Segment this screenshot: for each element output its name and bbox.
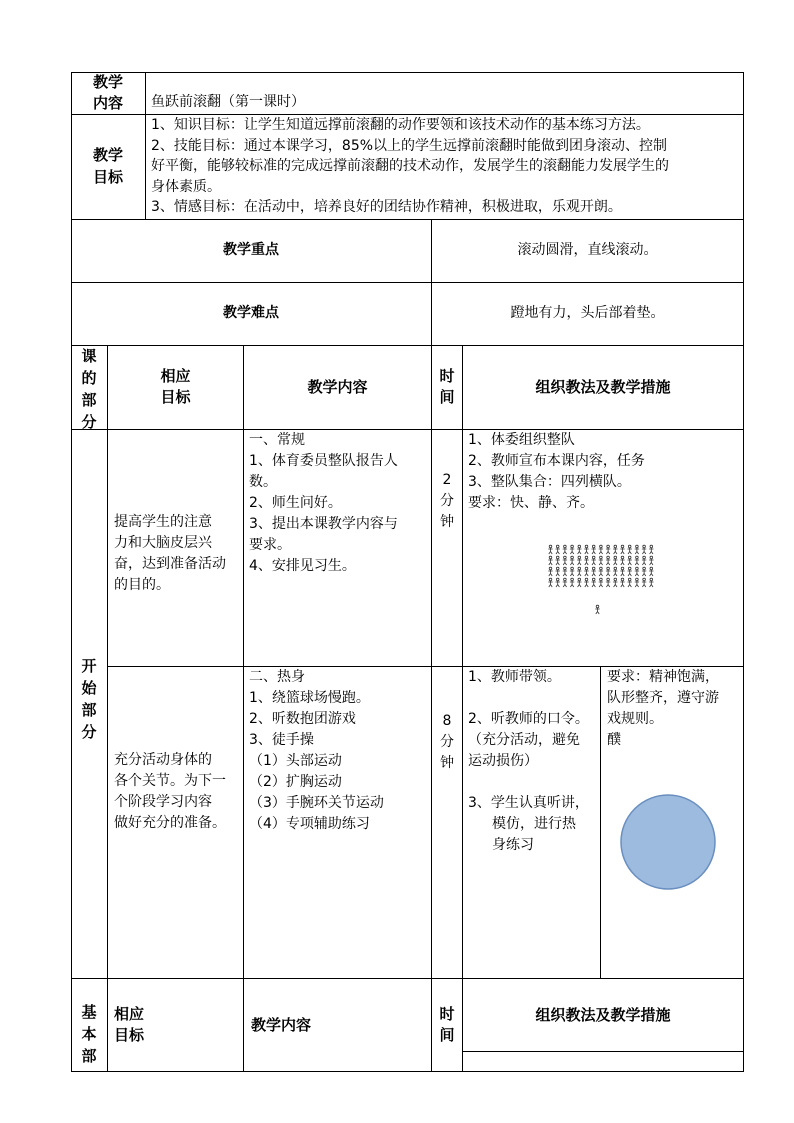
student-figure-icon xyxy=(584,545,588,554)
student-figure-icon xyxy=(548,545,653,587)
student-figure-icon xyxy=(613,578,617,587)
student-figure-icon xyxy=(563,567,567,576)
table-border-right xyxy=(743,72,744,1072)
student-figure-icon xyxy=(592,578,596,587)
table-rule xyxy=(145,72,146,219)
student-figure-icon xyxy=(649,556,653,565)
block1-method: 1、体委组织整队 2、教师宣布本课内容，任务 3、整队集合：四列横队。 要求：快、静、齐。 xyxy=(468,432,645,511)
student-figure-icon xyxy=(635,567,639,576)
block1-content: 一、常规 1、体育委员整队报告人 数。 2、师生问好。 3、提出本课教学内容与 要求。 4、安排见习生。 xyxy=(249,432,398,574)
content-row-label: 教学 内容 xyxy=(92,73,123,112)
student-figure-icon xyxy=(649,578,653,587)
student-figure-icon xyxy=(628,556,632,565)
block2-method-a: 1、教师带领。 xyxy=(468,669,561,685)
student-figure-icon xyxy=(606,545,610,554)
key-point-label: 教学重点 xyxy=(223,242,279,258)
formation-diagram xyxy=(546,543,658,621)
start-part-label: 开 始 部 分 xyxy=(81,657,97,741)
basic-content-header: 教学内容 xyxy=(251,1016,312,1034)
difficulty-label: 教学难点 xyxy=(223,305,279,321)
table-rule xyxy=(107,345,108,1072)
table-border-bottom xyxy=(71,1071,744,1072)
student-figure-icon xyxy=(592,545,596,554)
goals-row-label: 教学 目标 xyxy=(92,146,123,186)
lesson-title: 鱼跃前滚翻（第一课时） xyxy=(151,94,305,110)
student-figure-icon xyxy=(649,545,653,554)
table-rule xyxy=(431,219,432,1072)
block1-time: 2 分 钟 xyxy=(440,472,454,530)
table-border-top xyxy=(71,72,744,73)
student-figure-icon xyxy=(570,567,574,576)
table-rule xyxy=(71,978,744,979)
student-figure-icon xyxy=(613,567,617,576)
student-figure-icon xyxy=(606,567,610,576)
time-header: 时 间 xyxy=(439,367,455,406)
goals-text: 1、知识目标：让学生知道远撑前滚翻的动作要领和该技术动作的基本练习方法。 2、技能目标：通过本课学习，85%以上的学生远撑前滚翻时能做到团身滚动、控制 好平衡，能够较标准的完成远撑前滚翻的技术动作，发展学生的滚翻能力发展学生的 身体素质。 3、情感目标：在活动中，培养良好的团结协作精神，积极进取，乐观开朗。 xyxy=(151,117,669,216)
block2-method-c: 3、学生认真听讲， 模仿，进行热 身练习 xyxy=(468,795,589,853)
student-figure-icon xyxy=(556,578,560,587)
student-figure-icon xyxy=(577,545,581,554)
student-figure-icon xyxy=(613,545,617,554)
student-figure-icon xyxy=(577,578,581,587)
student-figure-icon xyxy=(548,567,552,576)
student-figure-icon xyxy=(563,545,567,554)
student-figure-icon xyxy=(556,556,560,565)
student-figure-icon xyxy=(556,545,560,554)
student-figure-icon xyxy=(635,556,639,565)
student-figure-icon xyxy=(599,578,603,587)
student-figure-icon xyxy=(628,545,632,554)
student-figure-icon xyxy=(613,556,617,565)
student-figure-icon xyxy=(642,578,646,587)
student-figure-icon xyxy=(606,556,610,565)
block2-method-b: 2、听教师的口令。 （充分活动，避免 运动损伤） xyxy=(468,711,589,769)
student-figure-icon xyxy=(548,545,552,554)
content-header: 教学内容 xyxy=(307,378,368,396)
basic-target-header: 相应 目标 xyxy=(114,1005,145,1044)
student-figure-icon xyxy=(642,556,646,565)
student-figure-icon xyxy=(570,578,574,587)
student-figure-icon xyxy=(577,567,581,576)
block2-target: 充分活动身体的 各个关节。为下一 个阶段学习内容 做好充分的准备。 xyxy=(114,752,226,831)
table-rule xyxy=(462,1051,744,1052)
student-figure-icon xyxy=(599,567,603,576)
student-figure-icon xyxy=(563,556,567,565)
blue-circle-shape xyxy=(618,794,718,894)
student-figure-icon xyxy=(628,578,632,587)
student-figure-icon xyxy=(635,578,639,587)
student-figure-icon xyxy=(599,556,603,565)
student-figure-icon xyxy=(577,556,581,565)
table-border-left xyxy=(71,72,72,1072)
student-figure-icon xyxy=(620,578,624,587)
student-figure-icon xyxy=(570,545,574,554)
table-rule xyxy=(243,345,244,1072)
student-figure-icon xyxy=(592,567,596,576)
table-rule xyxy=(462,345,463,1072)
student-figure-icon xyxy=(642,567,646,576)
method-header: 组织教法及教学措施 xyxy=(535,378,671,396)
basic-time-header: 时 间 xyxy=(439,1005,455,1044)
student-figure-icon xyxy=(628,567,632,576)
student-figure-icon xyxy=(592,556,596,565)
student-figure-icon xyxy=(620,567,624,576)
block2-requirements: 要求：精神饱满， 队形整齐，遵守游 戏规则。 醭 xyxy=(607,669,719,748)
table-rule xyxy=(71,219,744,220)
teacher-figure-icon xyxy=(595,605,599,614)
block2-content: 二、热身 1、绕篮球场慢跑。 2、听数抱团游戏 3、徒手操 （1）头部运动 （2）扩胸运动 （3）手腕环关节运动 （4）专项辅助练习 xyxy=(249,669,384,832)
key-point-value: 滚动圆滑，直线滚动。 xyxy=(517,242,658,258)
block1-target: 提高学生的注意 力和大脑皮层兴 奋，达到准备活动 的目的。 xyxy=(114,514,226,593)
basic-method-header: 组织教法及教学措施 xyxy=(535,1006,671,1024)
student-figure-icon xyxy=(649,567,653,576)
student-figure-icon xyxy=(548,556,552,565)
section-header: 课 的 部 分 xyxy=(81,347,97,431)
student-figure-icon xyxy=(548,578,552,587)
student-figure-icon xyxy=(584,556,588,565)
difficulty-value: 蹬地有力，头后部着垫。 xyxy=(510,305,665,321)
student-figure-icon xyxy=(620,545,624,554)
student-figure-icon xyxy=(635,545,639,554)
table-rule xyxy=(600,666,601,978)
student-figure-icon xyxy=(584,578,588,587)
student-figure-icon xyxy=(642,545,646,554)
student-figure-icon xyxy=(563,578,567,587)
student-figure-icon xyxy=(584,567,588,576)
student-figure-icon xyxy=(620,556,624,565)
table-rule xyxy=(71,282,744,283)
basic-part-label: 基 本 部 xyxy=(81,1003,97,1065)
student-figure-icon xyxy=(570,556,574,565)
student-figure-icon xyxy=(556,567,560,576)
target-header: 相应 目标 xyxy=(160,367,191,406)
student-figure-icon xyxy=(599,545,603,554)
table-rule xyxy=(71,345,744,346)
student-figure-icon xyxy=(606,578,610,587)
block2-time: 8 分 钟 xyxy=(440,713,454,771)
